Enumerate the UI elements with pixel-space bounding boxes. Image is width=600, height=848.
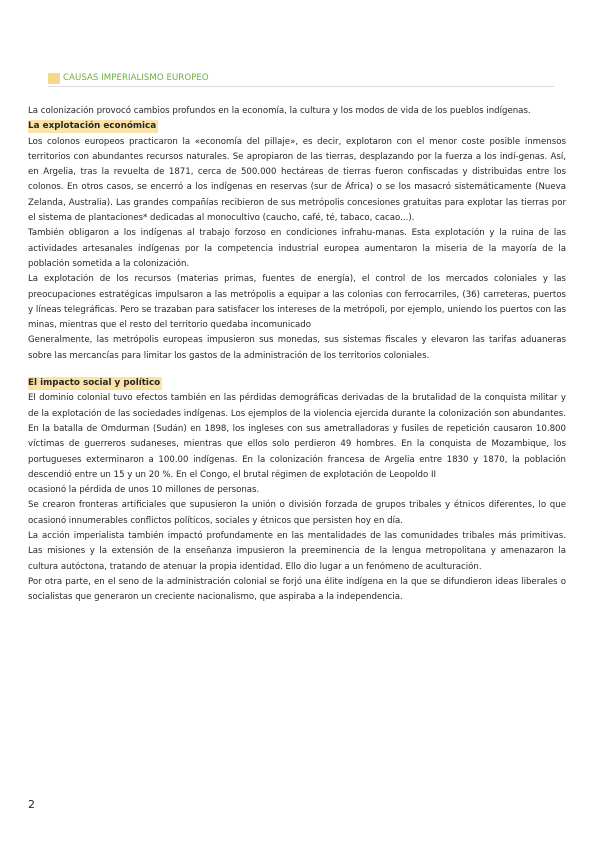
section-heading-row xyxy=(48,71,554,87)
social-paragraph-4: La acción imperialista también impactó profundamente en las mentalidades de las comunidades tribales más primitivas. Las misiones y la extensión de la enseñanza impusieron la preeminencia de la lengua metropolitana y amenazaron la cultura autóctona, tratando de atenuar la propia identidad. Ello dio lugar a un fenómeno de aculturación. xyxy=(28,531,566,572)
social-paragraph-2: ocasionó la pérdida de unos 10 millones de personas. xyxy=(28,485,260,496)
section-gap xyxy=(28,364,566,376)
economic-paragraph-2: También obligaron a los indígenas al trabajo forzoso en condiciones infrahu-manas. Esta explotación y la ruina de las actividades artesanales indígenas por la competencia industrial europea aumentaron la miseria de la mayoría de la población sometida a la colonización. xyxy=(28,228,566,269)
section-title: CAUSAS IMPERIALISMO EUROPEO xyxy=(63,73,209,83)
economic-heading: La explotación económica xyxy=(28,121,157,132)
social-heading: El impacto social y político xyxy=(28,378,161,389)
section-number: 2 xyxy=(48,73,60,84)
economic-paragraph-1: Los colonos europeos practicaron la «economía del pillaje», es decir, explotaron con el menor coste posible inmensos territorios con abundantes recursos naturales. Se apropiaron de las tierras, desplazando por la fuerza a los indí-genas. Así, en Argelia, tras la revuelta de 1871, cerca de 500.000 hectáreas de tierras fueron confiscadas y distribuidas entre los colonos. En otros casos, se encerró a los indígenas en reservas (sur de África) o se los masacró sistemáticamente (Nueva Zelanda, Australia). Las grandes compañías recibieron de sus metrópolis concesiones gratuitas para explotar las tierras por el sistema de plantaciones* dedicadas al monocultivo (caucho, café, té, tabaco, cacao...). xyxy=(28,136,566,224)
economic-paragraph-3: La explotación de los recursos (materias primas, fuentes de energía), el control de los mercados coloniales y las preocupaciones estratégicas impulsaron a las metrópolis a equipar a las colonias con ferrocarriles, (36) carreteras, puertos y líneas telegráficas. Pero se trazaban para satisfacer los intereses de la metrópoli, por ejemplo, uniendo los puertos con las minas, mientras que el resto del territorio quedaba incomunicado xyxy=(28,274,566,331)
social-paragraph-1: El dominio colonial tuvo efectos también en las pérdidas demográficas derivadas de la brutalidad de la conquista militar y de la explotación de las sociedades indígenas. Los ejemplos de la violencia ejercida durante la colonización son abundantes. En la batalla de Omdurman (Sudán) en 1898, los ingleses con sus ametralladoras y fusiles de repetición causaron 10.800 víctimas de guerreros sudaneses, mientras que ellos solo perdieron 49 hombres. En la conquista de Mozambique, los portugueses exterminaron a 100.00 indígenas. En la colonización francesa de Argelia entre 1830 y 1870, la población descendió entre un 15 y un 20 %. En el Congo, el brutal régimen de explotación de Leopoldo II xyxy=(28,393,566,480)
page-number: 2 xyxy=(28,798,35,811)
body-text xyxy=(28,104,566,606)
social-paragraph-3: Se crearon fronteras artificiales que supusieron la unión o división forzada de grupos tribales y étnicos diferentes, lo que ocasionó innumerables conflictos políticos, sociales y étnicos que persisten hoy en día. xyxy=(28,500,566,526)
economic-paragraph-4: Generalmente, las metrópolis europeas impusieron sus monedas, sus sistemas fiscales y elevaron las tarifas aduaneras sobre las mercancías para limitar los gastos de la administración de los territorios coloniales. xyxy=(28,335,566,361)
social-paragraph-5: Por otra parte, en el seno de la administración colonial se forjó una élite indígena en la que se difundieron ideas liberales o socialistas que generaron un creciente nacionalismo, que aspiraba a la independencia. xyxy=(28,576,566,603)
intro-paragraph: La colonización provocó cambios profundos en la economía, la cultura y los modos de vida de los pueblos indígenas. xyxy=(28,106,531,116)
